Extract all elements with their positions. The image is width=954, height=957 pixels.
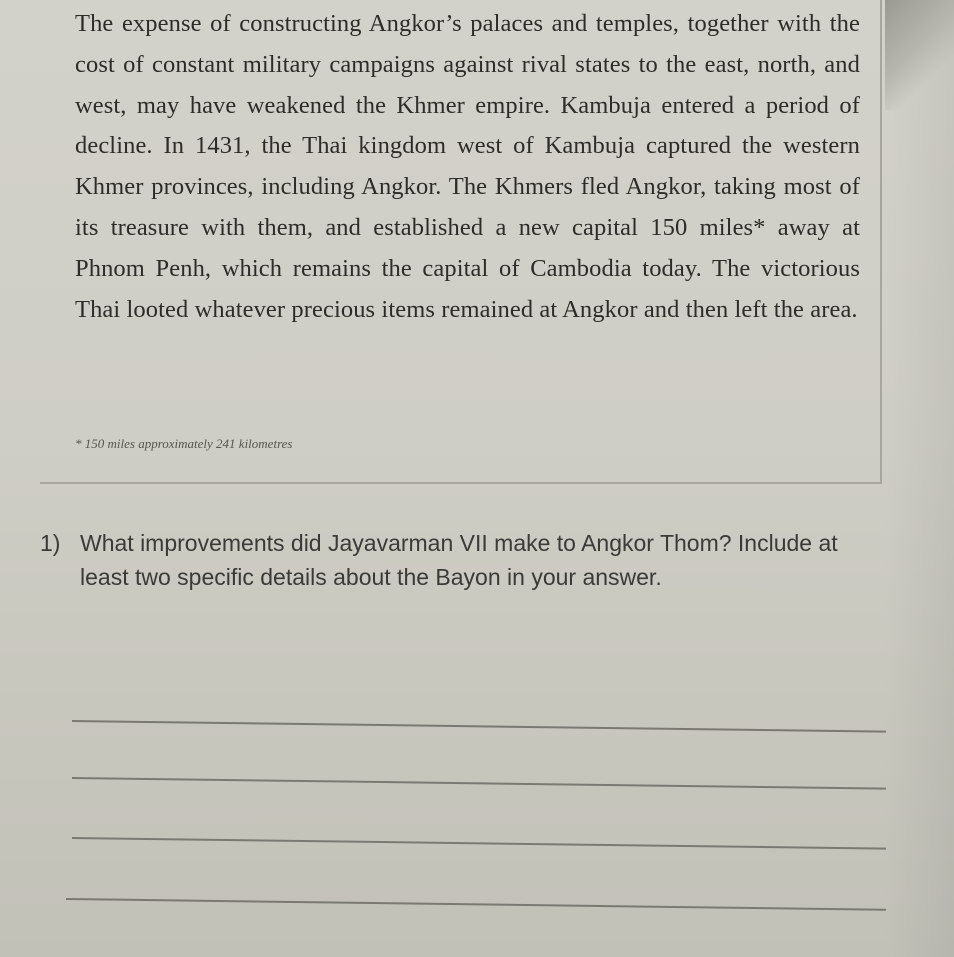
answer-line[interactable] bbox=[66, 898, 886, 911]
footnote: * 150 miles approximately 241 kilometres bbox=[75, 436, 293, 451]
question-text: What improvements did Jayavarman VII make to Angkor Thom? Include at least two specific details about the Bayon in your answer. bbox=[80, 530, 838, 590]
page-shadow bbox=[884, 0, 954, 957]
reading-passage: The expense of constructing Angkor’s palaces and temples, together with the cost of constant military campaigns against rival states to the east, north, and west, may have weakened the Khmer empire. Kambuja entered a period of decline. In 1431, the Thai kingdom west of Kambuja captured the western Khmer provinces, including Angkor. The Khmers fled Angkor, taking most of its treasure with them, and established a new capital 150 miles* away at Phnom Penh, which remains the capital of Cambodia today. The victorious Thai looted whatever precious items remained at Angkor and then left the area. bbox=[75, 10, 860, 323]
question-number: 1) bbox=[40, 530, 61, 556]
question-1 bbox=[40, 526, 890, 594]
page-corner-fold bbox=[885, 0, 954, 110]
answer-line[interactable] bbox=[72, 777, 886, 790]
answer-line[interactable] bbox=[72, 720, 886, 733]
answer-line[interactable] bbox=[72, 837, 886, 850]
